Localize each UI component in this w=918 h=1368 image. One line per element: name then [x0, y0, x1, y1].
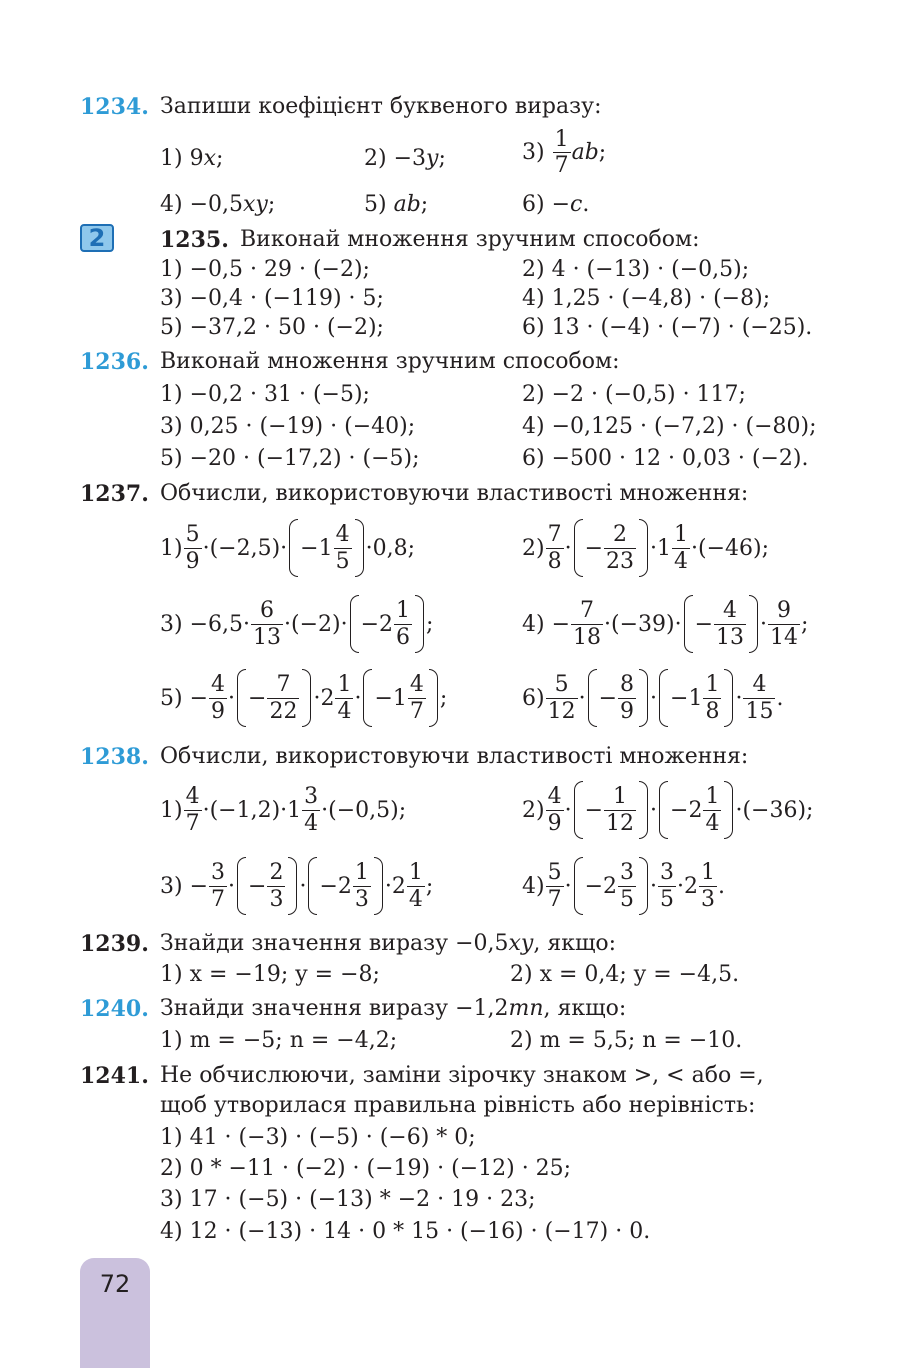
left-parenthesis: [289, 519, 298, 577]
fraction-numerator: 3: [660, 860, 675, 886]
fraction-denominator: 4: [408, 886, 423, 912]
fraction-numerator: 4: [211, 672, 226, 698]
problem-1234-item-6: 6) −c.: [522, 192, 590, 217]
expression-text: 4): [522, 873, 545, 899]
right-parenthesis: [639, 857, 648, 915]
problem-1234-item-5: 5) ab;: [364, 192, 429, 217]
fraction: [743, 673, 775, 722]
fraction: [714, 599, 746, 648]
expression-text: ·: [650, 797, 658, 823]
expression-text: ·(−39)·: [604, 611, 682, 637]
problem-1234-item-3: 3) $\frac{1}{7}$ ab ;: [522, 127, 607, 179]
fraction-numerator: 9: [777, 598, 792, 624]
fraction-denominator: 12: [547, 698, 576, 724]
right-parenthesis: [639, 519, 648, 577]
fraction: [546, 861, 564, 910]
problem-1237-item-4: [522, 590, 808, 658]
fraction: [334, 523, 352, 572]
right-parenthesis: [429, 669, 438, 727]
problem-1241-item-4: 4) 12 · (−13) · 14 · 0 * 15 · (−16) · (−17) · 0.: [160, 1219, 651, 1244]
problem-1236-item-1: 1) −0,2 · 31 · (−5);: [160, 382, 370, 407]
fraction: [209, 861, 227, 910]
problem-1234-item-1: 1) 9x;: [160, 146, 224, 171]
fraction-denominator: 4: [304, 810, 319, 836]
fraction-denominator: 18: [573, 624, 602, 650]
expression-text: 2): [522, 535, 545, 561]
fraction: [546, 673, 578, 722]
mixed-number: [379, 599, 413, 648]
expression-text: ·: [228, 873, 236, 899]
problem-1236-item-4: 4) −0,125 · (−7,2) · (−80);: [522, 414, 817, 439]
fraction-numerator: 1: [701, 860, 716, 886]
mixed-number: [320, 673, 354, 722]
mixed-number-whole: 1: [657, 535, 672, 561]
fraction-denominator: 5: [620, 886, 635, 912]
problem-1235-text: Виконай множення зручним способом:: [240, 227, 700, 252]
parenthesized-group: [350, 595, 424, 653]
expression-text: .: [776, 685, 784, 711]
fraction: [407, 861, 425, 910]
problem-1241-item-3: 3) 17 · (−5) · (−13) * −2 · 19 · 23;: [160, 1187, 536, 1212]
left-parenthesis: [237, 857, 246, 915]
problem-1241-text-line-1: Не обчислюючи, заміни зірочку знаком >, < або =,: [160, 1063, 764, 1088]
expression-text: ·: [354, 685, 362, 711]
fraction-numerator: 4: [335, 522, 350, 548]
parenthesized-group: [237, 857, 297, 915]
problem-1236-item-2: 2) −2 · (−0,5) · 117;: [522, 382, 746, 407]
parenthesized-group: [588, 669, 648, 727]
fraction: [672, 523, 690, 572]
fraction-numerator: 4: [547, 784, 562, 810]
expression-text: −: [670, 685, 689, 711]
fraction-denominator: 4: [337, 698, 352, 724]
fraction-denominator: 14: [770, 624, 799, 650]
expression-text: 1): [160, 797, 183, 823]
problem-1238-item-2: [522, 776, 813, 844]
fraction-denominator: 15: [745, 698, 774, 724]
fraction-denominator: 9: [185, 548, 200, 574]
mixed-number: [688, 785, 722, 834]
left-parenthesis: [308, 857, 317, 915]
fraction-numerator: 5: [185, 522, 200, 548]
mixed-number-whole: 2: [688, 797, 703, 823]
fraction: [251, 599, 283, 648]
mixed-number: [603, 861, 637, 910]
fraction-numerator: 4: [723, 598, 738, 624]
problem-1239-text: Знайди значення виразу −0,5xy, якщо:: [160, 931, 617, 956]
mixed-number: [319, 523, 353, 572]
expression-text: ·0,8;: [365, 535, 416, 561]
fraction: [618, 861, 636, 910]
expression-text: ·: [564, 797, 572, 823]
fraction-numerator: 1: [613, 784, 628, 810]
problem-number-1237: 1237.: [80, 481, 149, 507]
fraction-numerator: 1: [705, 784, 720, 810]
parenthesized-group: [659, 781, 733, 839]
fraction: [546, 523, 564, 572]
expression-text: ·: [564, 535, 572, 561]
expression-text: ·: [578, 685, 586, 711]
expression-text: −: [360, 611, 380, 637]
mixed-number-whole: 2: [379, 611, 394, 637]
parenthesized-group: [574, 857, 648, 915]
right-parenthesis: [749, 595, 758, 653]
problem-1240-text: Знайди значення виразу −1,2mn, якщо:: [160, 996, 627, 1021]
fraction-denominator: 7: [547, 886, 562, 912]
fraction-numerator: 7: [276, 672, 291, 698]
problem-1235-item-2: 2) 4 · (−13) · (−0,5);: [522, 257, 750, 282]
problem-number-1236: 1236.: [80, 349, 149, 375]
right-parenthesis: [639, 781, 648, 839]
expression-text: 3) −6,5·: [160, 611, 250, 637]
expression-text: ;: [801, 611, 809, 637]
fraction-numerator: 2: [269, 860, 284, 886]
fraction-denominator: 7: [211, 886, 226, 912]
left-parenthesis: [659, 781, 668, 839]
expression-text: −: [694, 611, 714, 637]
problem-1237-item-2: [522, 514, 769, 582]
left-parenthesis: [574, 781, 583, 839]
expression-text: ·(−2)·: [284, 611, 348, 637]
fraction-denominator: 4: [705, 810, 720, 836]
fraction-numerator: 8: [620, 672, 635, 698]
problem-number-1241: 1241.: [80, 1063, 149, 1089]
mixed-number-whole: 1: [392, 685, 407, 711]
fraction-denominator: 5: [660, 886, 675, 912]
fraction-numerator: 1: [408, 860, 423, 886]
fraction-numerator: 3: [304, 784, 319, 810]
right-parenthesis: [374, 857, 383, 915]
parenthesized-group: [363, 669, 437, 727]
fraction: [699, 861, 717, 910]
fraction-denominator: 3: [269, 886, 284, 912]
problem-1234-item-4: 4) −0,5xy;: [160, 192, 276, 217]
expression-text: ·: [564, 873, 572, 899]
fraction: [604, 523, 636, 572]
problem-1238-text: Обчисли, використовуючи властивості множення:: [160, 744, 749, 769]
page-number-tab: [80, 1258, 150, 1368]
problem-1237-text: Обчисли, використовуючи властивості множення:: [160, 481, 749, 506]
expression-text: −: [319, 873, 338, 899]
expression-text: −: [584, 873, 604, 899]
mixed-number-whole: 1: [688, 685, 703, 711]
mixed-number: [684, 861, 718, 910]
mixed-number-whole: 2: [684, 873, 699, 899]
problem-number-1238: 1238.: [80, 744, 149, 770]
problem-1240-item-2: 2) m = 5,5; n = −10.: [510, 1028, 743, 1053]
expression-text: ·: [384, 873, 392, 899]
fraction: [571, 599, 603, 648]
difficulty-level-badge: 2: [80, 224, 114, 252]
right-parenthesis: [724, 669, 733, 727]
fraction-numerator: 7: [547, 522, 562, 548]
left-parenthesis: [574, 857, 583, 915]
fraction-numerator: 1: [354, 860, 369, 886]
expression-text: −: [248, 873, 267, 899]
right-parenthesis: [415, 595, 424, 653]
parenthesized-group: [684, 595, 758, 653]
fraction-denominator: 12: [606, 810, 635, 836]
problem-1234-item-2: 2) −3y;: [364, 146, 446, 171]
problem-1241-item-1: 1) 41 · (−3) · (−5) · (−6) * 0;: [160, 1125, 476, 1150]
expression-text: −: [598, 685, 618, 711]
fraction-denominator: 8: [547, 548, 562, 574]
parenthesized-group: [237, 669, 311, 727]
fraction: [184, 523, 202, 572]
fraction-denominator: 13: [716, 624, 745, 650]
left-parenthesis: [659, 669, 668, 727]
fraction: [209, 673, 227, 722]
fraction-numerator: 4: [752, 672, 767, 698]
left-parenthesis: [350, 595, 359, 653]
expression-text: 3) −: [160, 873, 209, 899]
fraction-numerator: 4: [185, 784, 200, 810]
fraction-denominator: 7: [409, 698, 424, 724]
problem-1239-item-1: 1) x = −19; y = −8;: [160, 962, 380, 987]
right-parenthesis: [355, 519, 364, 577]
page-number: 72: [99, 1270, 131, 1298]
expression-text: ;: [426, 611, 434, 637]
expression-text: −: [374, 685, 393, 711]
fraction-numerator: 2: [613, 522, 628, 548]
expression-text: ·(−36);: [735, 797, 814, 823]
mixed-number: [392, 861, 426, 910]
right-parenthesis: [724, 781, 733, 839]
right-parenthesis: [639, 669, 648, 727]
problem-1237-item-1: [160, 514, 415, 582]
expression-text: ·(−2,5)·: [202, 535, 288, 561]
expression-text: 1): [160, 535, 183, 561]
problem-1236-item-3: 3) 0,25 · (−19) · (−40);: [160, 414, 416, 439]
fraction-denominator: 13: [253, 624, 281, 650]
expression-text: ·: [299, 873, 307, 899]
fraction-denominator: 5: [335, 548, 350, 574]
problem-number-1234: 1234.: [80, 94, 149, 120]
parenthesized-group: [659, 669, 733, 727]
fraction: [658, 861, 676, 910]
fraction: [703, 673, 721, 722]
fraction: [267, 673, 299, 722]
expression-text: ·: [650, 535, 658, 561]
expression-text: −: [584, 535, 604, 561]
fraction-denominator: 3: [354, 886, 369, 912]
problem-1237-item-3: [160, 590, 433, 658]
fraction-numerator: 6: [260, 598, 274, 624]
problem-1237-item-5: [160, 664, 447, 732]
problem-number-1239: 1239.: [80, 931, 149, 957]
fraction: [768, 599, 800, 648]
problem-1238-item-1: [160, 776, 406, 844]
parenthesized-group: [574, 519, 648, 577]
problem-1240-item-1: 1) m = −5; n = −4,2;: [160, 1028, 398, 1053]
fraction: [618, 673, 636, 722]
parenthesized-group: [308, 857, 382, 915]
mixed-number-whole: 1: [287, 797, 302, 823]
expression-text: −: [670, 797, 689, 823]
fraction-denominator: 9: [211, 698, 226, 724]
problem-1236-text: Виконай множення зручним способом:: [160, 349, 620, 374]
fraction-numerator: 1: [674, 522, 689, 548]
fraction-denominator: 3: [701, 886, 716, 912]
mixed-number-whole: 2: [337, 873, 352, 899]
mixed-number: [688, 673, 722, 722]
expression-text: ·: [760, 611, 768, 637]
problem-1235-item-5: 5) −37,2 · 50 · (−2);: [160, 315, 384, 340]
fraction: [408, 673, 426, 722]
fraction-numerator: 4: [409, 672, 424, 698]
problem-1239-item-2: 2) x = 0,4; y = −4,5.: [510, 962, 740, 987]
fraction-numerator: 5: [554, 672, 569, 698]
fraction-numerator: 7: [580, 598, 595, 624]
fraction-numerator: 3: [620, 860, 635, 886]
mixed-number-whole: 2: [603, 873, 618, 899]
problem-1237-item-6: [522, 664, 783, 732]
parenthesized-group: [289, 519, 363, 577]
fraction: [267, 861, 285, 910]
expression-text: 6): [522, 685, 545, 711]
fraction-denominator: 8: [705, 698, 720, 724]
fraction: [335, 673, 353, 722]
fraction-numerator: 1: [705, 672, 720, 698]
problem-1235-item-6: 6) 13 · (−4) · (−7) · (−25).: [522, 315, 813, 340]
right-parenthesis: [302, 669, 311, 727]
fraction-denominator: 9: [620, 698, 635, 724]
fraction-denominator: 22: [269, 698, 298, 724]
right-parenthesis: [288, 857, 297, 915]
expression-text: −: [300, 535, 319, 561]
left-parenthesis: [684, 595, 693, 653]
fraction: [184, 785, 202, 834]
problem-1235-item-4: 4) 1,25 · (−4,8) · (−8);: [522, 286, 771, 311]
mixed-number-whole: 1: [318, 535, 333, 561]
problem-1235-item-3: 3) −0,4 · (−119) · 5;: [160, 286, 384, 311]
expression-text: ·(−46);: [691, 535, 770, 561]
problem-1235-item-1: 1) −0,5 · 29 · (−2);: [160, 257, 370, 282]
parenthesized-group: [574, 781, 648, 839]
mixed-number: [287, 785, 321, 834]
fraction-denominator: 6: [396, 624, 411, 650]
fraction-denominator: 4: [674, 548, 689, 574]
expression-text: ·: [650, 873, 658, 899]
problem-number-1240: 1240.: [80, 996, 149, 1022]
fraction: [302, 785, 320, 834]
problem-number-1235: 1235.: [160, 227, 229, 253]
fraction: [546, 785, 564, 834]
left-parenthesis: [237, 669, 246, 727]
expression-text: ·: [313, 685, 321, 711]
expression-text: 5) −: [160, 685, 209, 711]
expression-text: 4) −: [522, 611, 571, 637]
problem-1241-item-2: 2) 0 * −11 · (−2) · (−19) · (−12) · 25;: [160, 1156, 572, 1181]
fraction-numerator: 1: [396, 598, 411, 624]
fraction-numerator: 1: [337, 672, 352, 698]
fraction: [604, 785, 636, 834]
left-parenthesis: [574, 519, 583, 577]
expression-text: −: [248, 685, 267, 711]
expression-text: ·: [228, 685, 236, 711]
left-parenthesis: [588, 669, 597, 727]
left-parenthesis: [363, 669, 372, 727]
expression-text: ·: [677, 873, 685, 899]
mixed-number: [393, 673, 427, 722]
expression-text: .: [718, 873, 726, 899]
expression-text: ·(−1,2)·: [202, 797, 288, 823]
problem-1236-item-5: 5) −20 · (−17,2) · (−5);: [160, 446, 420, 471]
mixed-number-whole: 2: [391, 873, 406, 899]
expression-text: ·: [650, 685, 658, 711]
expression-text: ·: [735, 685, 743, 711]
expression-text: −: [584, 797, 604, 823]
expression-text: ·(−0,5);: [321, 797, 407, 823]
mixed-number: [657, 523, 691, 572]
fraction: [703, 785, 721, 834]
fraction: [394, 599, 412, 648]
expression-text: ;: [439, 685, 448, 711]
problem-1238-item-3: [160, 852, 433, 920]
fraction-denominator: 23: [606, 548, 635, 574]
fraction-numerator: 5: [547, 860, 562, 886]
mixed-number-whole: 2: [320, 685, 335, 711]
expression-text: 2): [522, 797, 545, 823]
fraction-denominator: 7: [185, 810, 200, 836]
problem-1234-text: Запиши коефіцієнт буквеного виразу:: [160, 94, 602, 119]
fraction-numerator: 3: [211, 860, 226, 886]
fraction-denominator: 9: [547, 810, 562, 836]
problem-1238-item-4: [522, 852, 725, 920]
fraction: [353, 861, 371, 910]
problem-1236-item-6: 6) −500 · 12 · 0,03 · (−2).: [522, 446, 809, 471]
problem-1241-text-line-2: щоб утворилася правильна рівність або нерівність:: [160, 1093, 756, 1118]
expression-text: ;: [425, 873, 434, 899]
mixed-number: [338, 861, 372, 910]
